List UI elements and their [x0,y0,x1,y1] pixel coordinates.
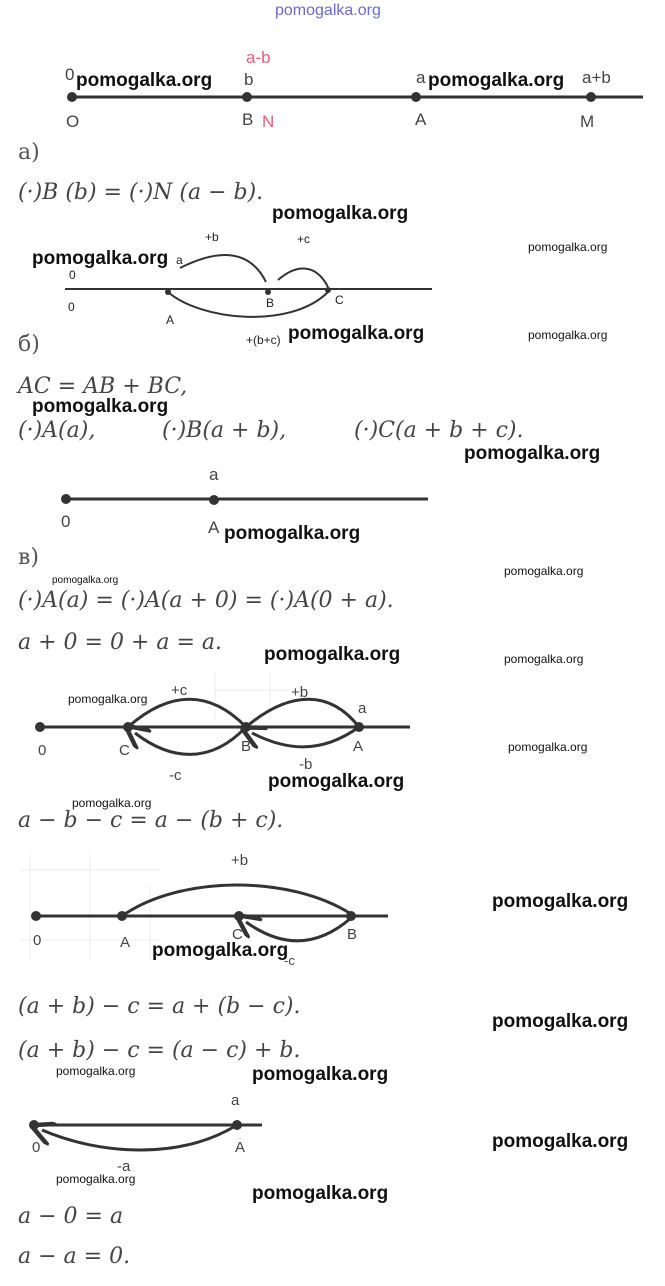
label-a-plus-b: a+b [582,68,611,87]
watermark: pomogalka.org [56,1172,136,1186]
point-A: A [415,110,427,129]
watermark: pomogalka.org [152,940,289,961]
watermark: pomogalka.org [56,1064,136,1078]
section-a: а) [18,140,40,165]
watermark: pomogalka.org [272,203,409,224]
arc-label-plus-c: +c [171,682,188,699]
watermark: pomogalka.org [52,575,119,586]
point-C: C [335,293,344,307]
arc-label-minus-c: -c [169,767,182,784]
formula-a-minus-zero: a − 0 = a [18,1204,124,1229]
watermark: pomogalka.org [268,771,405,792]
arc-label-plus-b: +b [205,230,219,244]
section-b: б) [18,332,40,357]
watermark: pomogalka.org [264,644,401,665]
formula-point-b: (·)B(a + b), [162,418,287,443]
arc-label-plus-b: +b [231,852,249,869]
point-M: M [580,112,595,131]
formula-assoc-2: (a + b) − c = (a − c) + b. [18,1038,301,1063]
label-b: b [244,70,254,89]
point-N: N [262,112,275,131]
label-zero: 0 [61,512,71,531]
point-B: B [242,110,254,129]
arc-label-plus-c: +c [297,232,311,246]
watermark: pomogalka.org [32,396,169,417]
formula-a-minus-b-minus-c: a − b − c = a − (b + c). [18,808,284,833]
label-a: a [209,465,219,484]
point-A: A [120,934,131,951]
formula-point-c: (·)C(a + b + c). [354,418,524,443]
section-v: в) [18,545,39,570]
arc-label-minus-a: -a [117,1158,131,1175]
watermark: pomogalka.org [504,652,584,666]
label-a: a [416,68,426,87]
arc-label-plus-b: +b [291,684,309,701]
point-A: A [208,518,220,537]
watermark: pomogalka.org [492,1011,629,1032]
point-A: A [166,313,175,327]
watermark: pomogalka.org [492,1131,629,1152]
formula-a-plus-zero: (·)A(a) = (·)A(a + 0) = (·)A(0 + a). [18,588,394,613]
arc-label-plus-b-c: +(b+c) [246,333,281,347]
formula-point-a: (·)A(a), [18,418,96,443]
watermark: pomogalka.org [528,328,608,342]
point-O: O [66,112,80,131]
watermark: pomogalka.org [428,70,565,91]
point-A: A [353,738,364,755]
watermark: pomogalka.org [252,1183,389,1204]
formula-ac: AC = AB + BC, [18,374,188,399]
watermark: pomogalka.org [508,740,588,754]
label-zero: 0 [68,300,75,314]
site-header: pomogalka.org [275,2,381,19]
point-B: B [266,296,275,310]
watermark: pomogalka.org [504,564,584,578]
label-zero: 0 [38,742,47,759]
watermark: pomogalka.org [76,70,213,91]
number-line-3 [61,494,428,505]
arc-label-minus-b: -b [299,756,313,773]
point-A: A [235,1139,246,1156]
label-a: a [358,700,367,717]
label-a: a [176,253,183,267]
label-zero: 0 [32,1139,41,1156]
label-a: a [231,1092,240,1109]
watermark: pomogalka.org [224,523,361,544]
watermark: pomogalka.org [288,323,425,344]
point-C: C [232,926,243,943]
label-zero: 0 [69,268,76,282]
label-zero: 0 [33,932,42,949]
number-line-6 [29,1120,262,1150]
formula-1: (·)B (b) = (·)N (a − b). [18,180,264,205]
arc-label-minus-c: -c [284,953,295,968]
point-B: B [347,926,358,943]
point-C: C [119,742,130,759]
point-B: B [241,738,252,755]
formula-assoc-1: (a + b) − c = a + (b − c). [18,994,301,1019]
watermark: pomogalka.org [32,248,169,269]
watermark: pomogalka.org [528,240,608,254]
label-zero: 0 [65,65,75,84]
watermark: pomogalka.org [72,796,152,810]
watermark: pomogalka.org [68,692,148,706]
label-a-minus-b: a-b [246,48,271,67]
number-line-1 [67,92,643,102]
formula-commutative: a + 0 = 0 + a = a. [18,630,223,655]
watermark: pomogalka.org [492,891,629,912]
watermark: pomogalka.org [464,443,601,464]
formula-a-minus-a: a − a = 0. [18,1244,131,1269]
watermark: pomogalka.org [252,1064,389,1085]
